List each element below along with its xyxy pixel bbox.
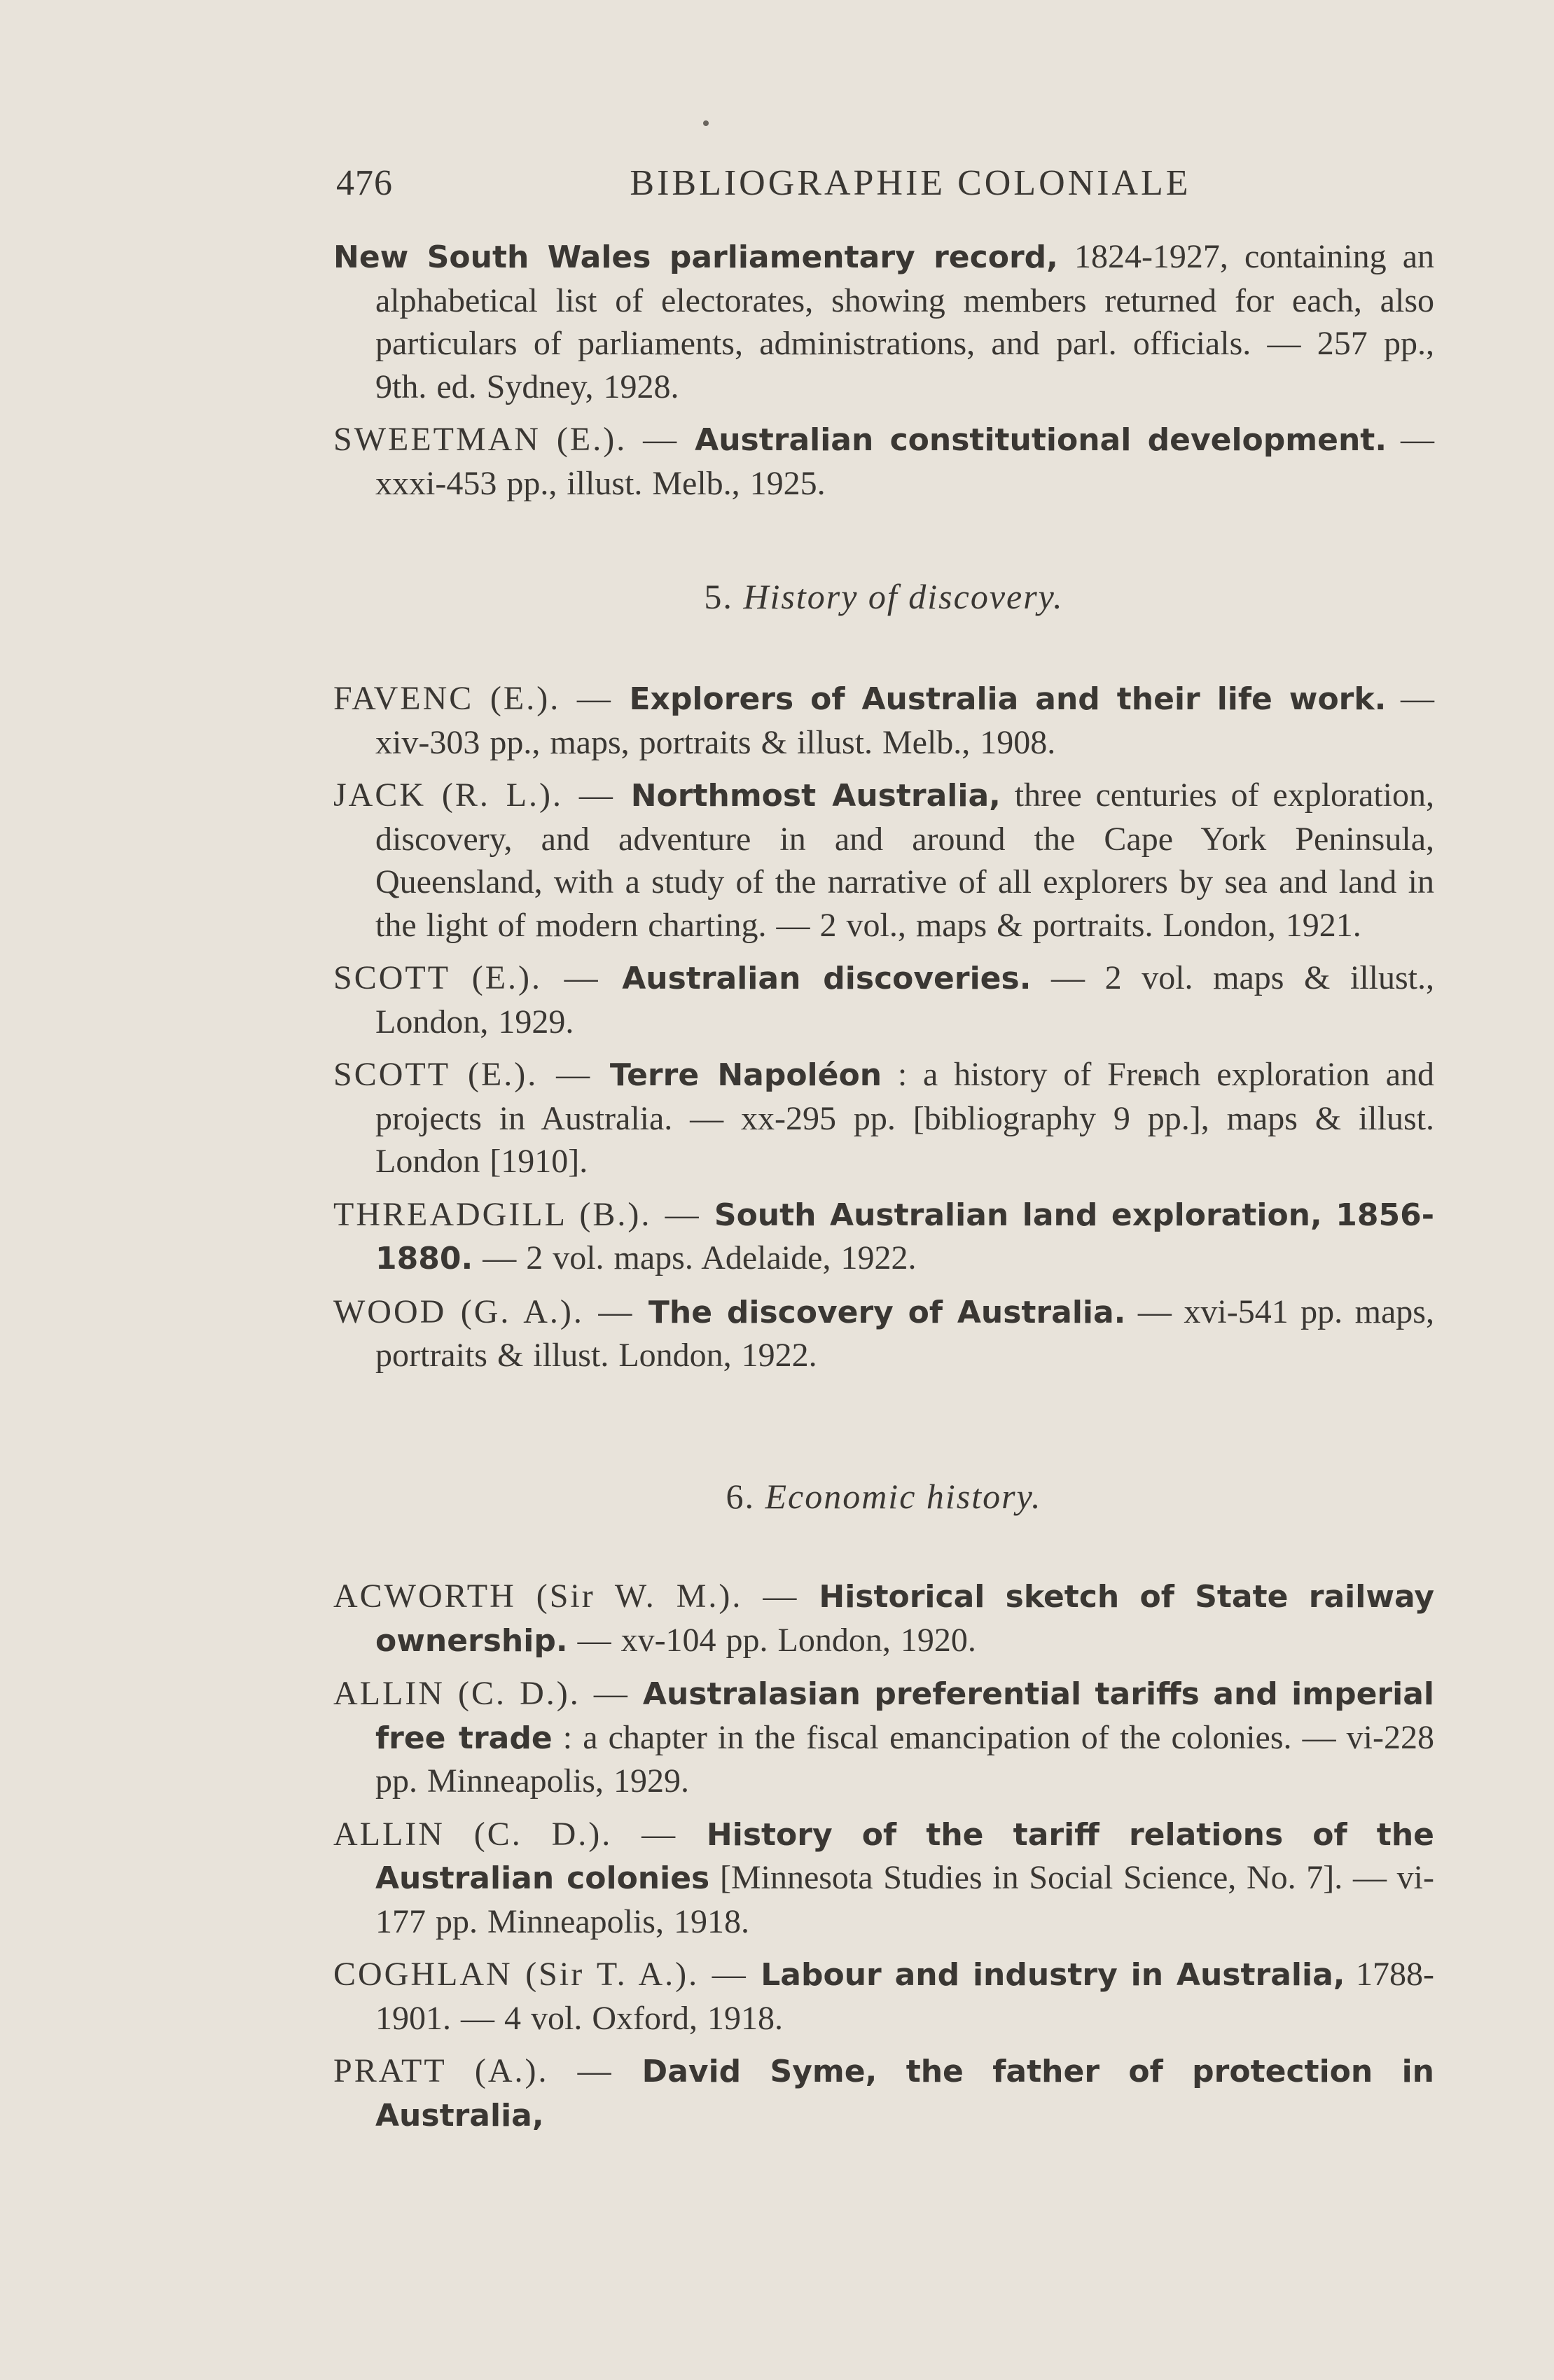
bibliography-entry [333,677,1434,764]
entry-details: : a chapter in the fiscal emancipation of the colonies. — vi-228 pp. Minneapolis, 1929. [375,1718,1435,1800]
section-heading-discovery [333,576,1434,617]
entry-details: [Minnesota Studies in Social Science, No. 7]. — vi-177 pp. Minneapolis, 1918. [375,1859,1435,1940]
entry-title: Explorers of Australia and their life work. [629,681,1387,717]
section-number: 6. [726,1477,755,1516]
bibliography-entry [333,1575,1434,1662]
entry-details: three centuries of exploration, discovery, and adventure in and around the Cape York Peninsula, Queensland, with a study of the narrative of all explorers by sea and land in the light of modern charting. — 2 vol., maps & portraits. London, 1921. [375,777,1435,944]
entry-details: — 2 vol. maps & illust., London, 1929. [375,959,1435,1041]
entry-details: — xiv-303 pp., maps, portraits & illust. Melb., 1908. [375,680,1435,761]
entries-top [333,235,1434,515]
bibliography-entry [333,1672,1434,1803]
entry-author: FAVENC (E.). — [333,680,630,717]
entry-title: The discovery of Australia. [648,1294,1126,1330]
entries-discovery [333,677,1434,1387]
bibliography-entry [333,956,1434,1043]
entry-title: David Syme, the father of protection in Australia, [375,2054,1434,2134]
bibliography-entry [333,235,1434,408]
bibliography-entry [333,1193,1434,1281]
bibliography-entry [333,1053,1434,1183]
entry-title: Historical sketch of State railway ownership. [375,1579,1434,1659]
entry-author: ACWORTH (Sir W. M.). — [333,1578,819,1615]
bibliography-entry [333,418,1434,505]
bibliography-entry [333,1953,1434,2040]
entry-title: South Australian land exploration, 1856-1880. [375,1197,1435,1276]
entries-economic [333,1575,1434,2147]
entry-details: — xvi-541 pp. maps, portraits & illust. London, 1922. [375,1293,1434,1374]
bibliography-entry [333,1813,1434,1944]
section-heading-economic [333,1476,1434,1517]
entry-details: : a history of French exploration and projects in Australia. — xx-295 pp. [bibliography 9 pp.], maps & illust. London [1910]. [375,1056,1434,1180]
entry-title: Australasian preferential tariffs and imperial free trade [375,1676,1434,1756]
print-speck [703,120,709,126]
page-header [336,162,1429,211]
entry-author: WOOD (G. A.). — [333,1293,648,1330]
entry-author: SWEETMAN (E.). — [333,421,695,458]
entry-author: SCOTT (E.). — [333,959,623,996]
entry-author: COGHLAN (Sir T. A.). — [333,1956,761,1993]
entry-title: Labour and industry in Australia, [761,1957,1345,1993]
section-number: 5. [704,577,733,616]
entry-author: JACK (R. L.). — [333,777,631,814]
entry-author: ALLIN (C. D.). — [333,1815,707,1853]
bibliography-entry [333,774,1434,947]
section-name: History of discovery. [743,577,1064,616]
entry-author: PRATT (A.). — [333,2052,642,2089]
entry-title: History of the tariff relations of the Australian colonies [375,1816,1434,1896]
entry-details: — 2 vol. maps. Adelaide, 1922. [473,1239,917,1276]
section-name: Economic history. [765,1477,1042,1516]
entry-author: SCOTT (E.). — [333,1056,610,1093]
entry-author: ALLIN (C. D.). — [333,1675,643,1712]
entry-title: Terre Napoléon [609,1057,882,1093]
entry-details: 1824-1927, containing an alphabetical list of electorates, showing members returned for each, also particulars of parliaments, administrations, and parl. officials. — 257 pp., 9th. ed. Sydney, 1928. [375,238,1434,405]
entry-details: 1788-1901. — 4 vol. Oxford, 1918. [375,1956,1435,2037]
entry-details: — xxxi-453 pp., illust. Melb., 1925. [375,421,1435,502]
entry-title: Australian constitutional development. [695,422,1387,458]
page-number: 476 [336,163,393,203]
entry-details: — xv-104 pp. London, 1920. [567,1621,976,1659]
entry-author: THREADGILL (B.). — [333,1195,714,1233]
bibliography-entry [333,2050,1434,2137]
entry-title: New South Wales parliamentary record, [333,239,1058,275]
entry-title: Northmost Australia, [630,778,1001,814]
running-title: BIBLIOGRAPHIE COLONIALE [630,163,1191,203]
entry-title: Australian discoveries. [622,961,1032,996]
bibliography-entry [333,1290,1434,1377]
